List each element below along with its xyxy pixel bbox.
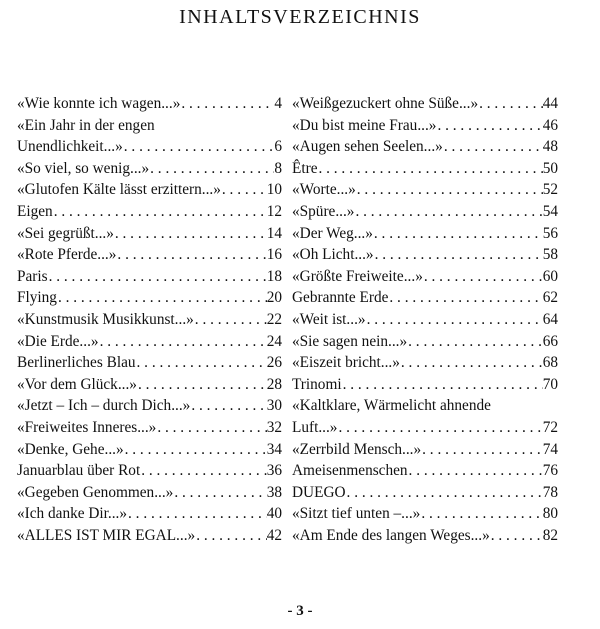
toc-entry-page: 18 bbox=[266, 267, 282, 285]
dot-leader bbox=[149, 158, 274, 180]
page-number: - 3 - bbox=[287, 603, 313, 619]
toc-entry-page: 20 bbox=[266, 289, 282, 307]
dot-leader bbox=[116, 244, 266, 266]
toc-entry-title: Ameisenmenschen bbox=[292, 462, 408, 480]
toc-entry-title: «Die Erde...» bbox=[17, 332, 99, 350]
toc-entry-title: «Vor dem Glück...» bbox=[17, 375, 137, 393]
dot-leader bbox=[221, 179, 267, 201]
toc-entry bbox=[17, 331, 282, 353]
toc-entry-title: Flying bbox=[17, 289, 57, 307]
dot-leader bbox=[408, 460, 543, 482]
toc-entry-title: «Oh Licht...» bbox=[292, 246, 374, 264]
toc-entry bbox=[17, 244, 282, 266]
toc-entry-page: 80 bbox=[542, 505, 558, 523]
toc-entry bbox=[292, 503, 558, 525]
toc-entry bbox=[292, 439, 558, 461]
toc-entry bbox=[292, 223, 558, 245]
toc-entry-page: 46 bbox=[542, 116, 558, 134]
toc-entry bbox=[17, 352, 282, 374]
dot-leader bbox=[421, 439, 543, 461]
dot-leader bbox=[366, 309, 543, 331]
toc-entry-title: «Sitzt tief unten –...» bbox=[292, 505, 421, 523]
toc-entry-page: 40 bbox=[266, 505, 282, 523]
toc-entry-title: Unendlichkeit...» bbox=[17, 138, 123, 156]
toc-entry-page: 14 bbox=[266, 224, 282, 242]
toc-entry-title: «Augen sehen Seelen...» bbox=[292, 138, 443, 156]
toc-entry-page: 68 bbox=[542, 354, 558, 372]
toc-entry-page: 24 bbox=[266, 332, 282, 350]
dot-leader bbox=[123, 136, 275, 158]
toc-entry-title: «Eiszeit bricht...» bbox=[292, 354, 400, 372]
toc-entry-title-line1: «Kaltklare, Wärmelicht ahnende bbox=[292, 397, 491, 415]
toc-entry bbox=[292, 179, 558, 201]
dot-leader bbox=[190, 395, 266, 417]
toc-entry bbox=[292, 352, 558, 374]
toc-entry-page: 4 bbox=[274, 95, 282, 112]
dot-leader bbox=[423, 266, 543, 288]
dot-leader bbox=[53, 201, 267, 223]
dot-leader bbox=[99, 331, 267, 353]
toc-entry bbox=[17, 309, 282, 331]
toc-entry-page: 28 bbox=[266, 375, 282, 393]
dot-leader bbox=[140, 460, 267, 482]
toc-entry-page: 8 bbox=[274, 159, 282, 177]
toc-entry-title: «Kunstmusik Musikkunst...» bbox=[17, 310, 194, 328]
toc-entry-page: 70 bbox=[542, 375, 558, 393]
toc-entry-title: Trinomi bbox=[292, 375, 342, 393]
dot-leader bbox=[180, 93, 274, 115]
toc-entry-title: «Weit ist...» bbox=[292, 310, 366, 328]
toc-entry bbox=[292, 266, 558, 288]
toc-entry-title: «ALLES IST MIR EGAL...» bbox=[17, 526, 196, 544]
dot-leader bbox=[114, 223, 267, 245]
toc-entry-page: 82 bbox=[542, 526, 558, 544]
toc-entry-page: 30 bbox=[266, 397, 282, 415]
dot-leader bbox=[407, 331, 543, 353]
toc-entry-page: 62 bbox=[542, 289, 558, 307]
toc-entry bbox=[292, 482, 558, 504]
toc-entry-title: «Freiweites Inneres...» bbox=[17, 418, 157, 436]
toc-entry-title: DUEGO bbox=[292, 483, 346, 501]
dot-leader bbox=[48, 266, 267, 288]
toc-entry-title: «Zerrbild Mensch...» bbox=[292, 440, 422, 458]
dot-leader bbox=[317, 158, 542, 180]
dot-leader bbox=[136, 352, 267, 374]
toc-entry-page: 52 bbox=[542, 181, 558, 199]
toc-entry-page: 12 bbox=[266, 202, 282, 220]
toc-entry-page: 72 bbox=[542, 418, 558, 436]
toc-entry bbox=[17, 460, 282, 482]
toc-entry-title: «Rote Pferde...» bbox=[17, 246, 117, 264]
dot-leader bbox=[420, 503, 542, 525]
toc-column-left bbox=[17, 93, 282, 546]
dot-leader bbox=[356, 179, 543, 201]
toc-entry-title: «Denke, Gehe...» bbox=[17, 440, 124, 458]
toc-entry-page: 38 bbox=[266, 483, 282, 501]
page-title: INHALTSVERZEICHNIS bbox=[179, 6, 421, 28]
toc-entry-page: 44 bbox=[542, 95, 558, 112]
toc-entry bbox=[292, 395, 558, 438]
toc-entry-page: 78 bbox=[542, 483, 558, 501]
toc-entry bbox=[17, 439, 282, 461]
dot-leader bbox=[436, 115, 542, 137]
toc-entry-title: «Weißgezuckert ohne Süße...» bbox=[292, 95, 479, 112]
toc-entry bbox=[17, 158, 282, 180]
toc-entry bbox=[292, 136, 558, 158]
toc-entry bbox=[17, 201, 282, 223]
toc-entry-title: «Am Ende des langen Weges...» bbox=[292, 526, 490, 544]
dot-leader bbox=[478, 93, 543, 115]
toc-entry-page: 42 bbox=[266, 526, 282, 544]
dot-leader bbox=[337, 417, 542, 439]
toc-entry-page: 74 bbox=[542, 440, 558, 458]
dot-leader bbox=[124, 439, 267, 461]
dot-leader bbox=[400, 352, 543, 374]
toc-entry-page: 66 bbox=[542, 332, 558, 350]
toc-entry-page: 32 bbox=[266, 418, 282, 436]
dot-leader bbox=[490, 525, 543, 547]
toc-entry-title: «Der Weg...» bbox=[292, 224, 373, 242]
toc-entry bbox=[292, 115, 558, 137]
toc-entry bbox=[17, 482, 282, 504]
dot-leader bbox=[443, 136, 543, 158]
toc-entry-title: Être bbox=[292, 159, 318, 177]
dot-leader bbox=[342, 374, 543, 396]
toc-entry-page: 10 bbox=[266, 181, 282, 199]
dot-leader bbox=[374, 244, 543, 266]
toc-entry-page: 16 bbox=[266, 246, 282, 264]
toc-entry-title: Eigen bbox=[17, 202, 53, 220]
toc-entry bbox=[292, 158, 558, 180]
toc-entry bbox=[17, 266, 282, 288]
toc-entry bbox=[292, 374, 558, 396]
toc-entry bbox=[292, 93, 558, 115]
toc-entry-title: Gebrannte Erde bbox=[292, 289, 389, 307]
toc-entry-title: «Sei gegrüßt...» bbox=[17, 224, 114, 242]
toc-column-right bbox=[292, 93, 558, 546]
dot-leader bbox=[173, 482, 266, 504]
dot-leader bbox=[354, 201, 542, 223]
toc-entry-title: Luft...» bbox=[292, 418, 338, 436]
toc-entry-title: «Ich danke Dir...» bbox=[17, 505, 128, 523]
toc-entry-title: «Größte Freiweite...» bbox=[292, 267, 423, 285]
toc-entry-page: 22 bbox=[266, 310, 282, 328]
toc-entry-title: «Jetzt – Ich – durch Dich...» bbox=[17, 397, 191, 415]
toc-entry bbox=[17, 525, 282, 547]
toc-entry-title: Januarblau über Rot bbox=[17, 462, 141, 480]
toc-entry-title: «Spüre...» bbox=[292, 202, 355, 220]
toc-entry-page: 48 bbox=[542, 138, 558, 156]
toc-entry bbox=[17, 395, 282, 417]
toc-entry-page: 36 bbox=[266, 462, 282, 480]
toc-entry-title: «Glutofen Kälte lässt erzittern...» bbox=[17, 181, 221, 199]
toc-entry-title: Paris bbox=[17, 267, 48, 285]
toc-entry-title: «Wie konnte ich wagen...» bbox=[17, 95, 181, 112]
toc-entry bbox=[292, 201, 558, 223]
dot-leader bbox=[373, 223, 543, 245]
toc-entry-title: «Sie sagen nein...» bbox=[292, 332, 408, 350]
dot-leader bbox=[388, 287, 542, 309]
toc-entry bbox=[17, 93, 282, 115]
toc-entry bbox=[292, 287, 558, 309]
toc-entry-page: 64 bbox=[542, 310, 558, 328]
toc-entry-title-line1: «Ein Jahr in der engen bbox=[17, 116, 155, 134]
toc-entry-title: «Gegeben Genommen...» bbox=[17, 483, 174, 501]
toc-entry-page: 56 bbox=[542, 224, 558, 242]
dot-leader bbox=[195, 525, 267, 547]
toc-entry bbox=[292, 331, 558, 353]
dot-leader bbox=[346, 482, 543, 504]
toc-entry bbox=[17, 374, 282, 396]
toc-entry-title: Berlinerliches Blau bbox=[17, 354, 136, 372]
toc-entry bbox=[292, 309, 558, 331]
toc-entry bbox=[17, 179, 282, 201]
toc-entry bbox=[17, 503, 282, 525]
dot-leader bbox=[137, 374, 267, 396]
toc-entry-page: 60 bbox=[542, 267, 558, 285]
toc-entry-page: 58 bbox=[542, 246, 558, 264]
toc-entry-page: 6 bbox=[274, 138, 282, 156]
toc-entry-page: 34 bbox=[266, 440, 282, 458]
dot-leader bbox=[194, 309, 267, 331]
toc-entry bbox=[17, 287, 282, 309]
toc-entry-page: 54 bbox=[542, 202, 558, 220]
toc-entry-page: 50 bbox=[542, 159, 558, 177]
toc-entry-page: 76 bbox=[542, 462, 558, 480]
toc-entry-title: «Worte...» bbox=[292, 181, 356, 199]
toc-entry-page: 26 bbox=[266, 354, 282, 372]
toc-entry-title: «Du bist meine Frau...» bbox=[292, 116, 437, 134]
toc-entry bbox=[17, 223, 282, 245]
dot-leader bbox=[156, 417, 266, 439]
toc-entry bbox=[292, 525, 558, 547]
dot-leader bbox=[127, 503, 267, 525]
toc-entry bbox=[292, 244, 558, 266]
toc-entry bbox=[17, 417, 282, 439]
toc-entry-title: «So viel, so wenig...» bbox=[17, 159, 150, 177]
dot-leader bbox=[57, 287, 267, 309]
toc-entry bbox=[17, 115, 282, 158]
toc-entry bbox=[292, 460, 558, 482]
